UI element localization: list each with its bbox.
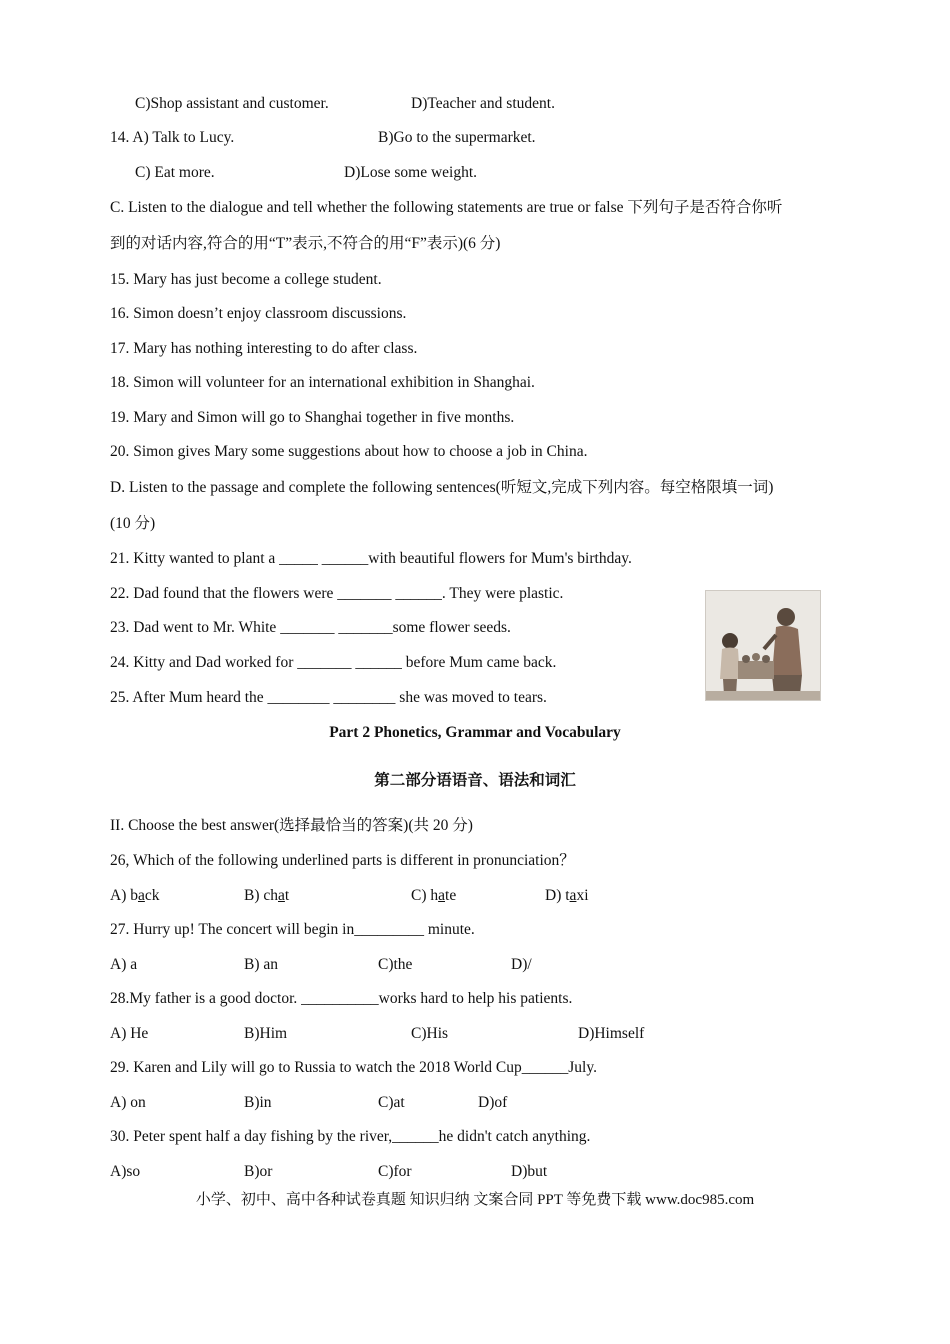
q26-stem: 26, Which of the following underlined parts is different in pronunciation？: [110, 852, 575, 869]
section-d-instruction-line1: D. Listen to the passage and complete the following sentences(听短文,完成下列内容。每空格限填一词): [110, 479, 774, 496]
q14-option-a: 14. A) Talk to Lucy.: [110, 129, 235, 146]
q29-option-d: D)of: [478, 1094, 508, 1111]
q27-option-b: B) an: [244, 956, 279, 973]
q26-option-d: D) taxi: [545, 887, 589, 904]
sentence-21: 21. Kitty wanted to plant a _____ ______with beautiful flowers for Mum's birthday.: [110, 550, 632, 567]
section-d-instruction-line2: (10 分): [110, 515, 156, 532]
q29-stem: 29. Karen and Lily will go to Russia to watch the 2018 World Cup______July.: [110, 1059, 597, 1076]
sentence-23: 23. Dad went to Mr. White _______ _______some flower seeds.: [110, 619, 511, 636]
q30-option-a: A)so: [110, 1163, 141, 1180]
q13-option-d: D)Teacher and student.: [411, 95, 555, 112]
part2-title-english: Part 2 Phonetics, Grammar and Vocabulary: [329, 724, 621, 741]
q30-stem: 30. Peter spent half a day fishing by the river,______he didn't catch anything.: [110, 1128, 591, 1145]
q26-option-b: B) chat: [244, 887, 290, 904]
statement-17: 17. Mary has nothing interesting to do after class.: [110, 340, 418, 357]
sentence-22: 22. Dad found that the flowers were _______ ______. They were plastic.: [110, 585, 564, 602]
illustration-girl-and-mother: [705, 590, 821, 701]
q27-option-a: A) a: [110, 956, 138, 973]
section-ii-heading: II. Choose the best answer(选择最恰当的答案)(共 20 分): [110, 817, 473, 834]
q26-option-c: C) hate: [411, 887, 457, 904]
q13-option-c: C)Shop assistant and customer.: [135, 95, 329, 112]
sentence-24: 24. Kitty and Dad worked for _______ ______ before Mum came back.: [110, 654, 557, 671]
section-c-instruction-line2: 到的对话内容,符合的用“T”表示,不符合的用“F”表示)(6 分): [110, 235, 501, 252]
q30-option-b: B)or: [244, 1163, 273, 1180]
q28-option-c: C)His: [411, 1025, 449, 1042]
q26-option-a: A) back: [110, 887, 160, 904]
q14-option-b: B)Go to the supermarket.: [378, 129, 536, 146]
q30-option-c: C)for: [378, 1163, 412, 1180]
statement-18: 18. Simon will volunteer for an international exhibition in Shanghai.: [110, 374, 535, 391]
q27-option-c: C)the: [378, 956, 413, 973]
statement-20: 20. Simon gives Mary some suggestions about how to choose a job in China.: [110, 443, 588, 460]
q27-stem: 27. Hurry up! The concert will begin in_________ minute.: [110, 921, 475, 938]
section-c-instruction-line1: C. Listen to the dialogue and tell whether the following statements are true or false 下列句子是否符合你听: [110, 199, 783, 216]
q28-option-d: D)Himself: [578, 1025, 645, 1042]
part2-title-chinese: 第二部分语语音、语法和词汇: [374, 772, 576, 789]
q29-option-c: C)at: [378, 1094, 405, 1111]
q14-option-d: D)Lose some weight.: [344, 164, 478, 181]
q28-option-b: B)Him: [244, 1025, 288, 1042]
q14-option-c: C) Eat more.: [135, 164, 215, 181]
q28-stem: 28.My father is a good doctor. __________works hard to help his patients.: [110, 990, 573, 1007]
q28-option-a: A) He: [110, 1025, 149, 1042]
sentence-25: 25. After Mum heard the ________ ________ she was moved to tears.: [110, 689, 547, 706]
q29-option-b: B)in: [244, 1094, 272, 1111]
statement-16: 16. Simon doesn’t enjoy classroom discussions.: [110, 305, 407, 322]
page-footer: 小学、初中、高中各种试卷真题 知识归纳 文案合同 PPT 等免费下载 www.doc985.com: [195, 1192, 755, 1208]
q29-option-a: A) on: [110, 1094, 146, 1111]
q30-option-d: D)but: [511, 1163, 548, 1180]
statement-15: 15. Mary has just become a college student.: [110, 271, 382, 288]
statement-19: 19. Mary and Simon will go to Shanghai together in five months.: [110, 409, 515, 426]
q27-option-d: D)/: [511, 956, 532, 973]
